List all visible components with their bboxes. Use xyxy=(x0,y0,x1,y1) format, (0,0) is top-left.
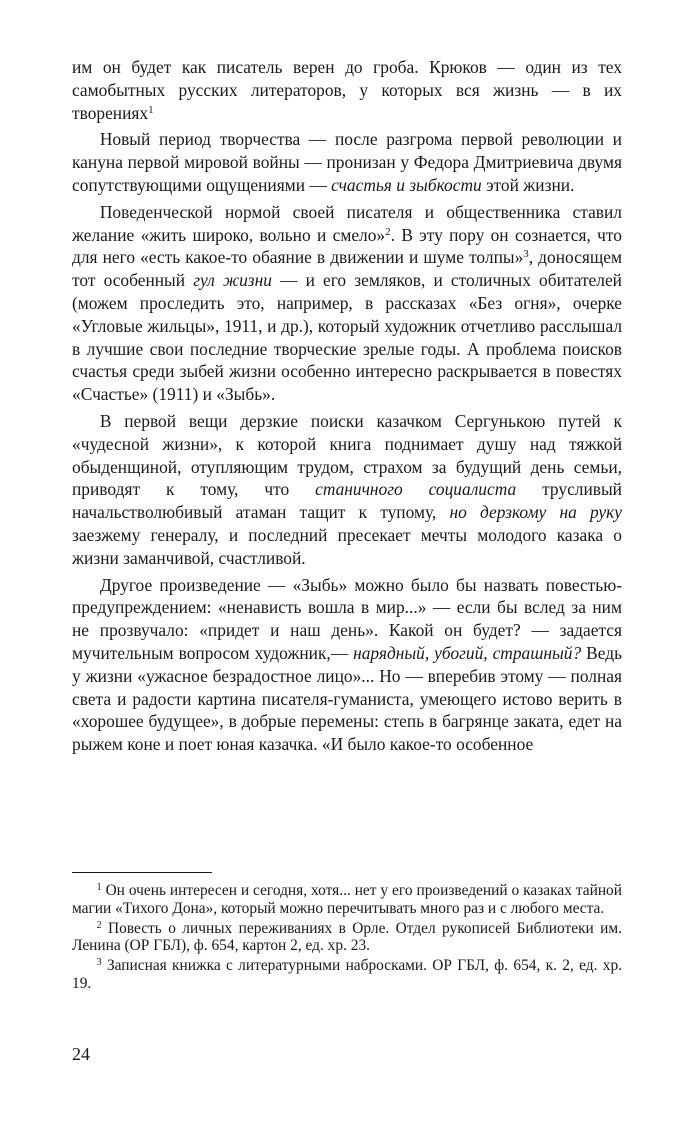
footnote-number: 2 xyxy=(96,919,102,931)
text-run: Другое произведение — «Зыбь» можно было бы назвать повестью-предупреждением: «ненависть вошла в мир...» — если бы вслед за ним не прозвучало: «придет и наш день». Какой он будет? — задается мучительным вопросом художник,— xyxy=(72,574,622,663)
text-run: , доносящем тот особенный xyxy=(72,247,622,291)
main-text xyxy=(72,56,622,756)
text-run: В первой вещи дерзкие поиски казачком Сергунькою путей к «чудесной жизни», к которой книга поднимает душу над тяжкой обыденщиной, отупляющим трудом, страхом за будущий день семьи, приводят к тому, что xyxy=(72,410,622,500)
page-number: 24 xyxy=(72,1044,90,1064)
text-run: заезжему генералу, и последний пресекает мечты молодого казака о жизни заманчивой, счастливой. xyxy=(72,524,622,568)
footnote-reference: 2 xyxy=(385,225,391,238)
footnote-text: Он очень интересен и сегодня, хотя... нет у его произведений о казаках тайной магии «Тихого Дона», который можно перечитывать много раз и с любого места. xyxy=(72,882,622,917)
text-run: . В эту пору он сознается, что для него «есть какое-то обаяние в движении и шуме толпы» xyxy=(72,224,622,268)
paragraph xyxy=(72,201,622,406)
text-run: Поведенческой нормой своей писателя и общественника ставил желание «жить широко, вольно и смело» xyxy=(72,201,622,245)
italic-emphasis: гул жизни xyxy=(193,270,272,291)
text-run: Ведь у жизни «ужасное безрадостное лицо»... Но — вперебив этому — полная света и радости картина писателя-гуманиста, умеющего истово верить в «хорошее будущее», в добрые перемены: степь в багрянце заката, едет на рыжем коне и поет юная казачка. «И было какое-то особенное xyxy=(72,642,623,755)
text-run: им он будет как писатель верен до гроба. Крюков — один из тех самобытных русских литераторов, у которых вся жизнь — в их творениях xyxy=(72,57,622,123)
footnote-text: Записная книжка с литературными набросками. ОР ГБЛ, ф. 654, к. 2, ед. хр. 19. xyxy=(72,957,622,992)
italic-emphasis: станичного социалиста xyxy=(315,479,517,500)
footnote-reference: 3 xyxy=(523,248,529,261)
footnote-number: 3 xyxy=(96,957,102,969)
paragraph xyxy=(72,56,622,124)
footnote-reference: 1 xyxy=(148,103,154,116)
footnote xyxy=(72,920,622,956)
footnote-text: Повесть о личных переживаниях в Орле. Отдел рукописей Библиотеки им. Ленина (ОР ГБЛ), ф. 654, картон 2, ед. хр. 23. xyxy=(72,919,622,955)
paragraph xyxy=(72,574,622,756)
text-run: — и его земляков, и столичных обитателей (можем проследить это, например, в рассказах «Без огня», очерке «Угловые жильцы», 1911, и др.), который художник отчетливо расслышал в лучшие свои последние творческие зрелые годы. А проблема поисков счастья среди зыбей жизни особенно интересно раскрывается в повестях «Счастье» (1911) и «Зыбь». xyxy=(72,270,622,405)
italic-emphasis: счастья и зыбкости xyxy=(331,174,482,195)
text-run: Новый период творчества — после разгрома первой революции и кануна первой мировой войны — пронизан у Федора Дмитриевича двумя сопутствующими ощущениями — xyxy=(72,129,622,195)
footnote xyxy=(72,882,622,918)
italic-emphasis: но дерзкому на руку xyxy=(449,502,623,523)
footnote-number: 1 xyxy=(96,882,102,893)
text-run: трусливый начальстволюбивый атаман тащит к тупому, xyxy=(72,479,622,523)
paragraph xyxy=(72,410,622,570)
text-run: этой жизни. xyxy=(481,174,575,195)
paragraph xyxy=(72,128,622,196)
footnote-separator xyxy=(72,872,212,873)
footnote xyxy=(72,957,622,993)
footnotes xyxy=(72,882,622,993)
italic-emphasis: нарядный, убогий, страшный? xyxy=(353,642,582,663)
